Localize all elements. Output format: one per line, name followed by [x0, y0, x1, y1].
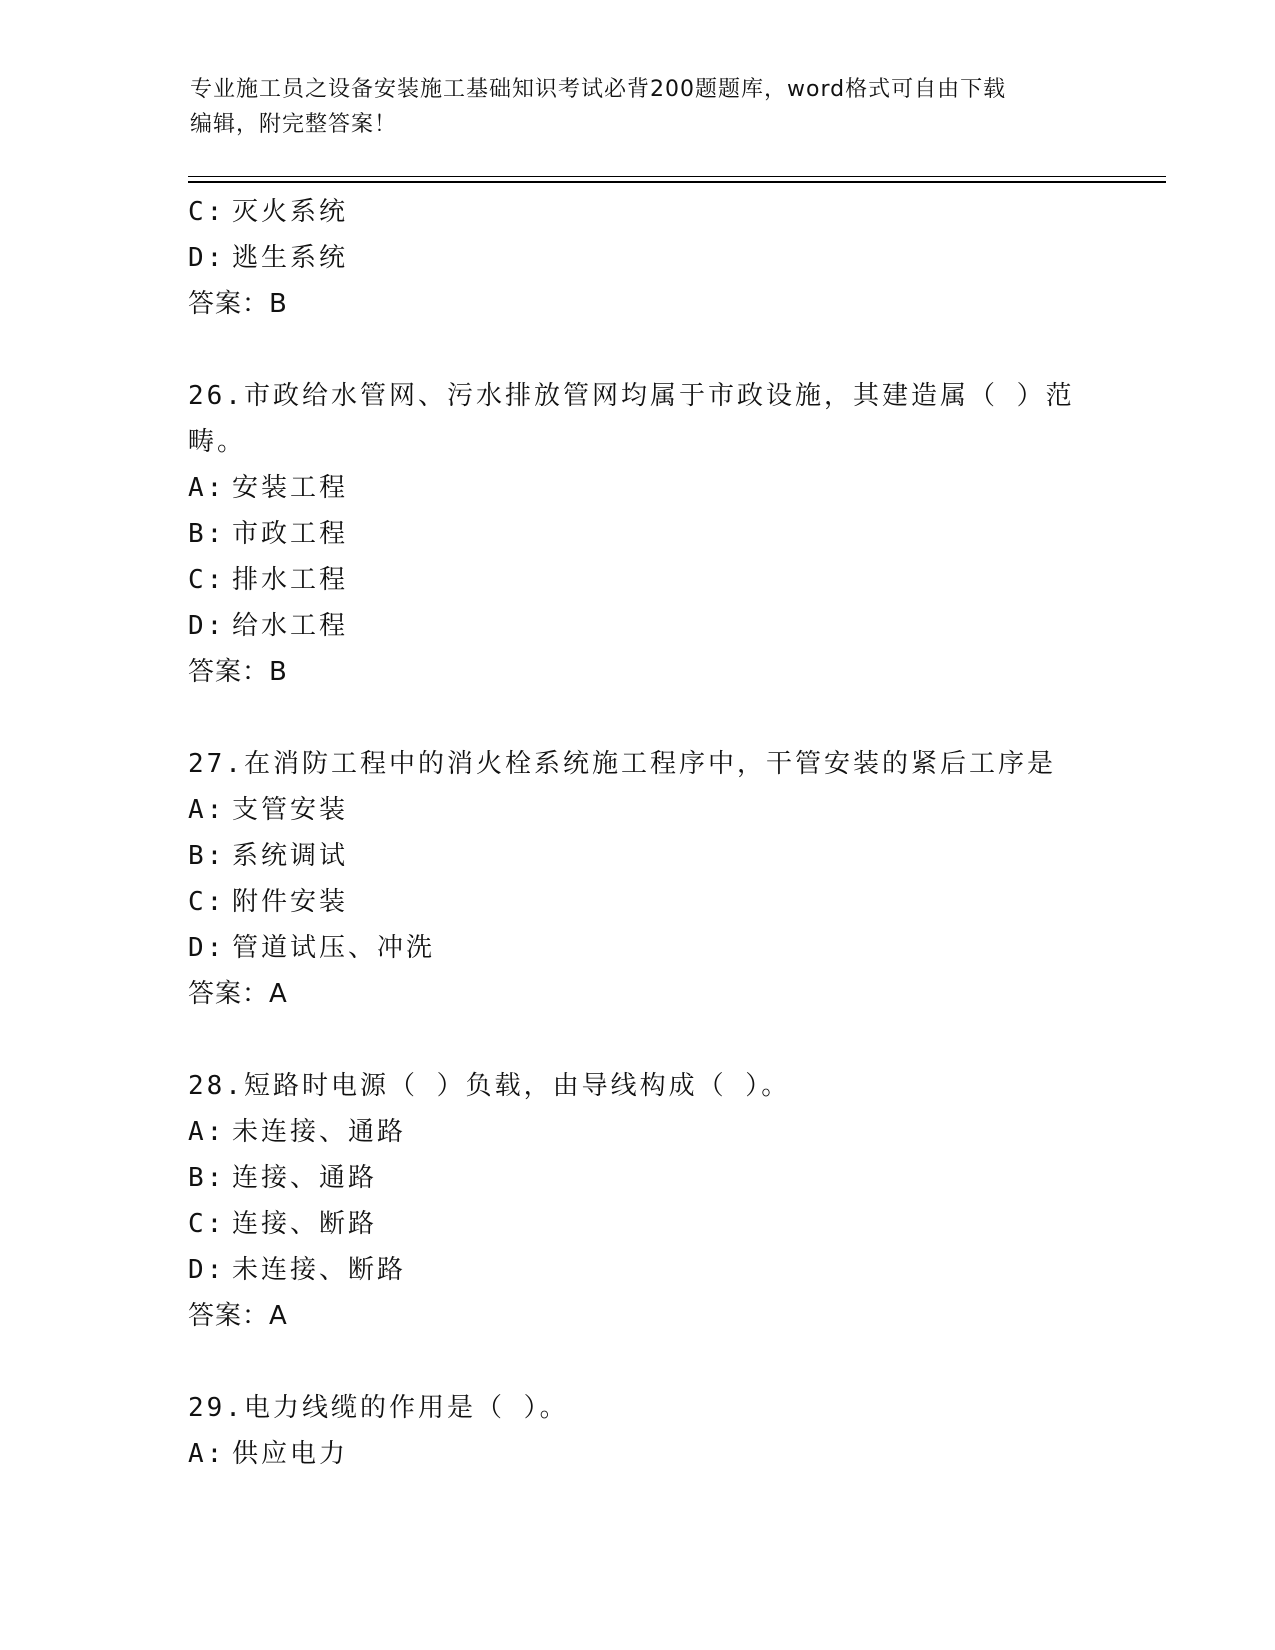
prev-question-tail	[188, 189, 1088, 327]
question-29	[188, 1385, 1088, 1477]
option-a: A: 支管安装	[188, 795, 349, 825]
document-body	[188, 189, 1088, 1477]
option-c: C: 连接、断路	[188, 1209, 378, 1239]
question-27	[188, 741, 1088, 1017]
option-b: B: 连接、通路	[188, 1163, 378, 1193]
answer: 答案：B	[188, 289, 288, 319]
option-b: B: 市政工程	[188, 519, 349, 549]
option-c: C: 灭火系统	[188, 197, 349, 227]
option-c: C: 排水工程	[188, 565, 349, 595]
question-stem: 28.短路时电源（ ）负载，由导线构成（ ）。	[188, 1071, 791, 1101]
header-line-1: 专业施工员之设备安装施工基础知识考试必背200题题库，word格式可自由下载	[190, 77, 1007, 102]
option-d: D: 未连接、断路	[188, 1255, 407, 1285]
question-26	[188, 373, 1088, 695]
header-rule-thick	[188, 181, 1166, 183]
question-stem: 26.市政给水管网、污水排放管网均属于市政设施，其建造属（ ）范畴。	[188, 381, 1075, 457]
option-d: D: 管道试压、冲洗	[188, 933, 436, 963]
document-header	[190, 72, 1090, 142]
option-a: A: 安装工程	[188, 473, 349, 503]
question-stem: 29.电力线缆的作用是（ ）。	[188, 1393, 569, 1423]
answer: 答案：A	[188, 979, 288, 1009]
option-c: C: 附件安装	[188, 887, 349, 917]
header-rule-thin	[188, 176, 1166, 177]
option-d: D: 逃生系统	[188, 243, 349, 273]
option-a: A: 供应电力	[188, 1439, 349, 1469]
question-stem: 27.在消防工程中的消火栓系统施工程序中，干管安装的紧后工序是	[188, 749, 1056, 779]
option-d: D: 给水工程	[188, 611, 349, 641]
option-b: B: 系统调试	[188, 841, 349, 871]
question-28	[188, 1063, 1088, 1339]
option-a: A: 未连接、通路	[188, 1117, 407, 1147]
header-line-2: 编辑，附完整答案！	[190, 112, 398, 137]
answer: 答案：A	[188, 1301, 288, 1331]
answer: 答案：B	[188, 657, 288, 687]
